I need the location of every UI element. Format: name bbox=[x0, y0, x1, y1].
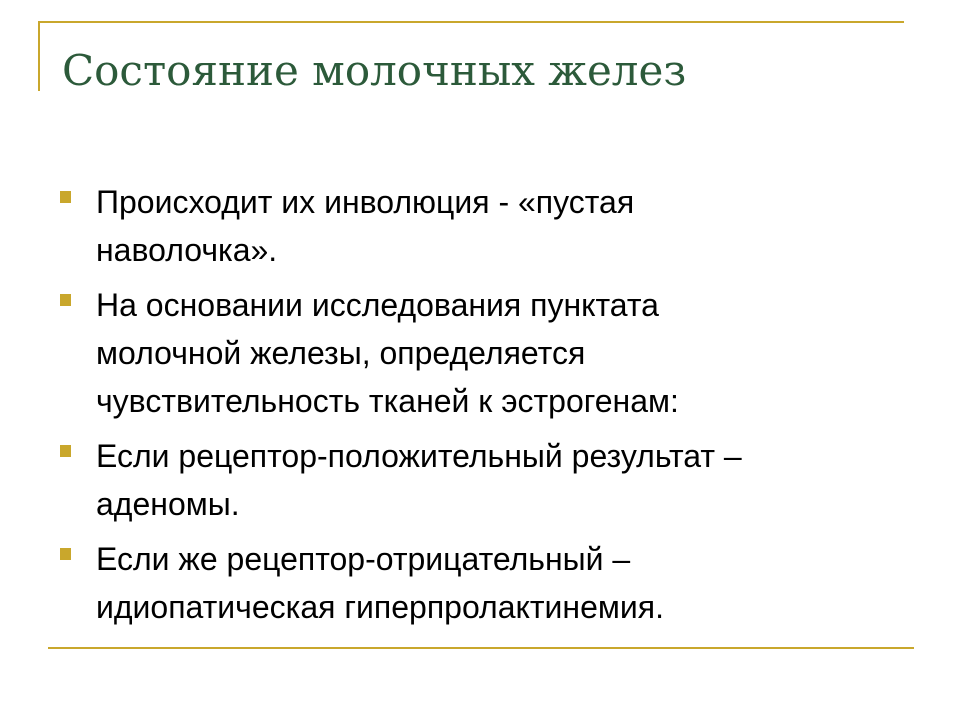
bullet-3-line-1: Если рецептор-положительный результат – bbox=[96, 438, 742, 474]
bullet-1-line-1: Происходит их инволюция - «пустая bbox=[96, 184, 635, 220]
bullet-item-4 bbox=[60, 535, 920, 631]
frame-left-line bbox=[38, 21, 40, 91]
bullet-item-3 bbox=[60, 432, 920, 528]
bullet-list bbox=[60, 178, 920, 638]
square-bullet-icon bbox=[60, 294, 71, 306]
bullet-2-line-2: молочной железы, определяется bbox=[96, 335, 586, 371]
frame-bottom-line bbox=[48, 647, 914, 649]
frame-top-line bbox=[38, 21, 904, 23]
slide-title: Состояние молочных желез bbox=[62, 46, 687, 95]
bullet-4-line-2: идиопатическая гиперпролактинемия. bbox=[96, 589, 664, 625]
bullet-2-line-1: На основании исследования пунктата bbox=[96, 287, 659, 323]
square-bullet-icon bbox=[60, 548, 71, 560]
bullet-3-line-2: аденомы. bbox=[96, 486, 240, 522]
bullet-item-2 bbox=[60, 281, 920, 425]
square-bullet-icon bbox=[60, 445, 71, 457]
bullet-4-line-1: Если же рецептор-отрицательный – bbox=[96, 541, 631, 577]
bullet-item-1 bbox=[60, 178, 920, 274]
bullet-2-line-3: чувствительность тканей к эстрогенам: bbox=[96, 383, 679, 419]
square-bullet-icon bbox=[60, 191, 71, 203]
bullet-1-line-2: наволочка». bbox=[96, 232, 278, 268]
